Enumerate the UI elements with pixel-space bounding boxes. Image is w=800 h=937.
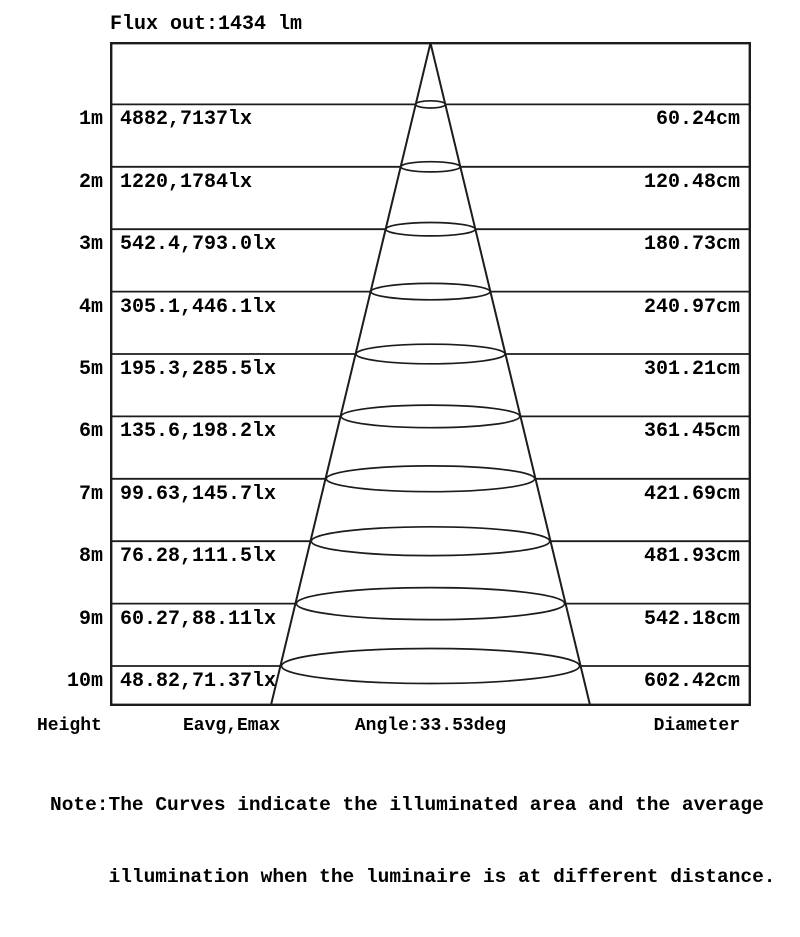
diameter-value-4m: 240.97cm bbox=[643, 296, 740, 319]
note-line-2: illumination when the luminaire is at different distance. bbox=[108, 866, 776, 888]
lux-value-2m: 1220,1784lx bbox=[120, 171, 253, 194]
height-label-9m: 9m bbox=[78, 608, 103, 631]
height-label-6m: 6m bbox=[78, 420, 103, 443]
diameter-value-1m: 60.24cm bbox=[655, 108, 740, 131]
diameter-value-5m: 301.21cm bbox=[643, 358, 740, 381]
diameter-value-2m: 120.48cm bbox=[643, 171, 740, 194]
diameter-value-8m: 481.93cm bbox=[643, 545, 740, 568]
height-label-1m: 1m bbox=[78, 108, 103, 131]
lux-value-8m: 76.28,111.5lx bbox=[120, 545, 277, 568]
diameter-value-6m: 361.45cm bbox=[643, 420, 740, 443]
lux-value-3m: 542.4,793.0lx bbox=[120, 233, 277, 256]
lux-value-1m: 4882,7137lx bbox=[120, 108, 253, 131]
footer-diameter-header: Diameter bbox=[653, 716, 740, 736]
height-label-5m: 5m bbox=[78, 358, 103, 381]
diameter-value-3m: 180.73cm bbox=[643, 233, 740, 256]
height-label-7m: 7m bbox=[78, 483, 103, 506]
lux-value-5m: 195.3,285.5lx bbox=[120, 358, 277, 381]
diameter-value-7m: 421.69cm bbox=[643, 483, 740, 506]
lux-value-7m: 99.63,145.7lx bbox=[120, 483, 277, 506]
height-label-4m: 4m bbox=[78, 296, 103, 319]
lux-value-6m: 135.6,198.2lx bbox=[120, 420, 277, 443]
lux-value-10m: 48.82,71.37lx bbox=[120, 670, 277, 693]
height-label-3m: 3m bbox=[78, 233, 103, 256]
height-label-8m: 8m bbox=[78, 545, 103, 568]
height-label-10m: 10m bbox=[66, 670, 103, 693]
footer-beam-angle-label: Angle:33.53deg bbox=[354, 716, 507, 736]
footer-height-header: Height bbox=[37, 716, 102, 736]
lux-value-9m: 60.27,88.11lx bbox=[120, 608, 277, 631]
diameter-value-10m: 602.42cm bbox=[643, 670, 740, 693]
note-text bbox=[50, 745, 776, 937]
diameter-value-9m: 542.18cm bbox=[643, 608, 740, 631]
height-label-2m: 2m bbox=[78, 171, 103, 194]
lux-value-4m: 305.1,446.1lx bbox=[120, 296, 277, 319]
note-line-1: Note:The Curves indicate the illuminated area and the average bbox=[50, 794, 764, 816]
flux-output-title: Flux out:1434 lm bbox=[110, 13, 303, 36]
footer-eavg-emax-header: Eavg,Emax bbox=[183, 716, 281, 736]
